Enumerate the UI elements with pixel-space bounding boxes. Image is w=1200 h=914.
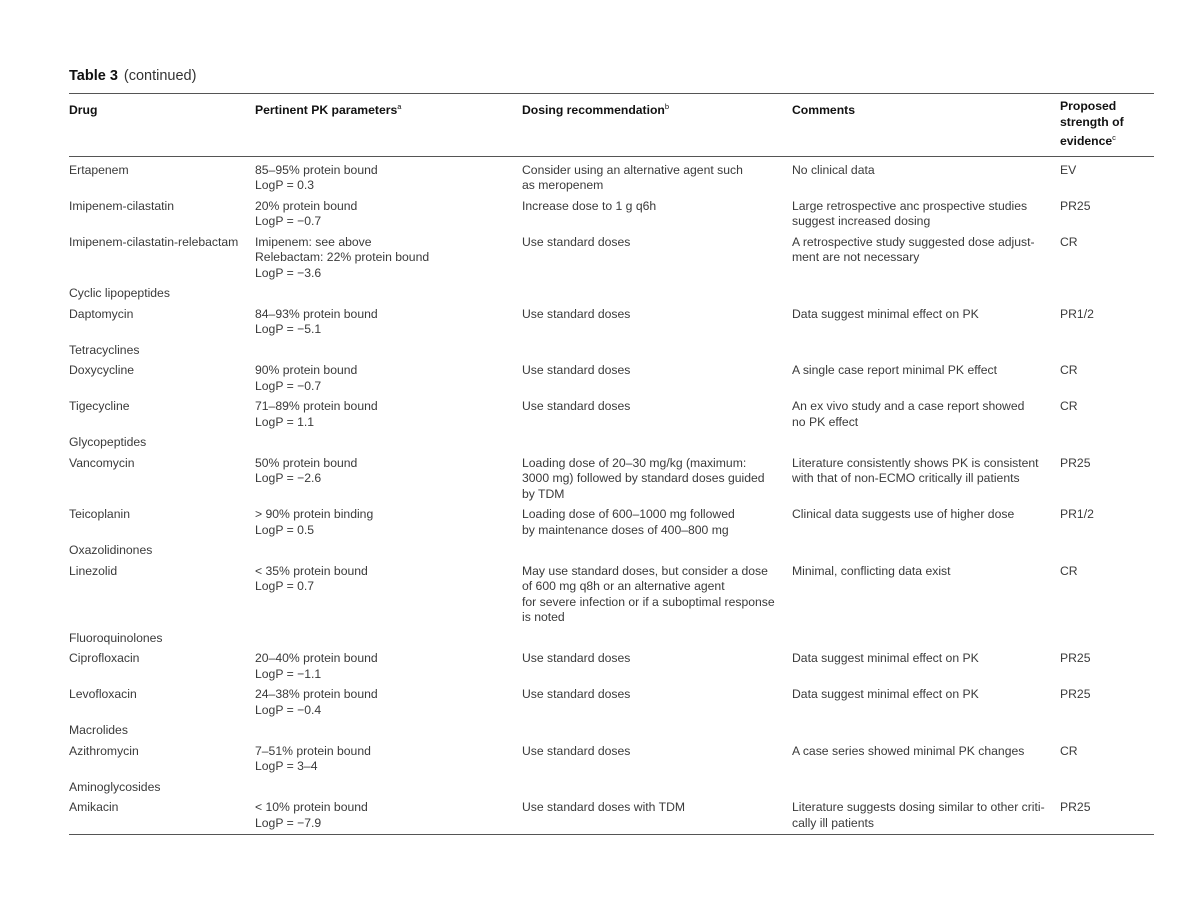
header-dosing-recommendation: Dosing recommendation$^b$ (522, 94, 792, 157)
table-continued-note: (continued) (123, 68, 197, 84)
drug-class-row (69, 543, 1154, 564)
dosing-recommendation-cell: Use standard doses (522, 743, 631, 758)
table-row (69, 156, 1154, 199)
drug-name-cell: Amikacin (69, 800, 255, 835)
pk-parameters-cell: 85–95% protein bound LogP = 0.3 (255, 162, 378, 193)
table-row (69, 651, 1154, 687)
drug-class-label: Glycopeptides (69, 435, 147, 450)
drug-name-cell: Teicoplanin (69, 507, 130, 522)
evidence-strength-cell: PR1/2 (1060, 507, 1094, 522)
dosing-recommendation-cell: Use standard doses (522, 234, 631, 249)
evidence-strength-cell: CR (1060, 743, 1078, 758)
pk-parameters-cell: 20–40% protein bound LogP = −1.1 (255, 651, 378, 681)
pk-parameters-cell: 84–93% protein bound LogP = −5.1 (255, 306, 378, 337)
pk-parameters-cell: 71–89% protein bound LogP = 1.1 (255, 399, 378, 429)
drug-name-cell: Levofloxacin (69, 687, 137, 702)
table-header (69, 94, 1154, 157)
drug-class-row (69, 723, 1154, 744)
drug-class-label: Fluoroquinolones (69, 630, 163, 645)
header-row (69, 94, 1154, 157)
comments-cell: A retrospective study suggested dose adjust- ment are not necessary (792, 234, 1035, 265)
comments-cell: Literature consistently shows PK is consistent with that of non-ECMO critically ill patients (792, 455, 1039, 486)
table-row (69, 235, 1154, 287)
comments-cell: A single case report minimal PK effect (792, 363, 998, 378)
evidence-strength-cell: PR25 (1060, 455, 1091, 470)
dosing-recommendation-cell: Use standard doses (522, 687, 631, 702)
pk-parameters-cell: 20% protein bound LogP = −0.7 (255, 198, 358, 229)
drug-class-row (69, 343, 1154, 364)
evidence-strength-cell: CR (1060, 563, 1078, 578)
table-row (69, 307, 1154, 343)
dosing-recommendation-cell: Use standard doses (522, 306, 631, 321)
table-row (69, 744, 1154, 780)
drug-name-cell: Imipenem-cilastatin-relebactam (69, 234, 239, 249)
drug-name-cell: Azithromycin (69, 743, 139, 758)
comments-cell: A case series showed minimal PK changes (792, 743, 1025, 758)
table-row (69, 199, 1154, 235)
dosing-recommendation-cell: Use standard doses (522, 363, 631, 378)
dosing-recommendation-cell: Use standard doses with TDM (522, 800, 792, 835)
header-evidence-strength: Proposed strength of evidence$^c$ (1060, 94, 1154, 157)
drug-name-cell: Vancomycin (69, 455, 135, 470)
drug-class-row (69, 780, 1154, 801)
evidence-strength-cell: CR (1060, 399, 1078, 414)
drug-class-row (69, 435, 1154, 456)
comments-cell: Data suggest minimal effect on PK (792, 651, 979, 666)
dosing-recommendation-cell: Consider using an alternative agent such as meropenem (522, 162, 743, 193)
comments-cell: Clinical data suggests use of higher dose (792, 507, 1015, 522)
evidence-strength-cell: PR25 (1060, 198, 1091, 213)
drug-class-label: Cyclic lipopeptides (69, 286, 170, 301)
drug-class-label: Aminoglycosides (69, 779, 161, 794)
evidence-strength-cell: PR25 (1060, 651, 1091, 666)
pk-parameters-cell: < 10% protein bound LogP = −7.9 (255, 800, 522, 835)
comments-cell: Minimal, conflicting data exist (792, 563, 951, 578)
comments-cell: Literature suggests dosing similar to other criti- cally ill patients (792, 800, 1060, 835)
table-row (69, 564, 1154, 631)
header-drug: Drug (69, 94, 255, 157)
table-row (69, 456, 1154, 508)
pk-parameters-cell: > 90% protein binding LogP = 0.5 (255, 507, 374, 537)
table-row (69, 363, 1154, 399)
dosing-recommendation-cell: Loading dose of 20–30 mg/kg (maximum: 3000 mg) followed by standard doses guided by TDM (522, 455, 765, 501)
drug-class-row (69, 286, 1154, 307)
pk-parameters-cell: 7–51% protein bound LogP = 3–4 (255, 743, 371, 774)
drug-class-row (69, 631, 1154, 652)
dosing-recommendation-cell: Increase dose to 1 g q6h (522, 198, 657, 213)
drug-class-label: Oxazolidinones (69, 543, 153, 558)
table-row (69, 687, 1154, 723)
evidence-strength-cell: EV (1060, 162, 1077, 177)
evidence-strength-cell: CR (1060, 234, 1078, 249)
comments-cell: Large retrospective anc prospective studies suggest increased dosing (792, 198, 1028, 229)
header-pk-parameters: Pertinent PK parameters$^a$ (255, 94, 522, 157)
table-row (69, 800, 1154, 835)
pk-parameters-cell: 50% protein bound LogP = −2.6 (255, 455, 358, 486)
evidence-strength-cell: PR1/2 (1060, 306, 1094, 321)
pk-parameters-cell: Imipenem: see above Relebactam: 22% protein bound LogP = −3.6 (255, 234, 430, 280)
header-comments: Comments (792, 94, 1060, 157)
drug-name-cell: Ciprofloxacin (69, 651, 140, 666)
table-row (69, 507, 1154, 543)
drug-name-cell: Ertapenem (69, 162, 129, 177)
comments-cell: Data suggest minimal effect on PK (792, 687, 979, 702)
dosing-recommendation-cell: Use standard doses (522, 651, 631, 666)
dosing-recommendation-cell: Use standard doses (522, 399, 631, 414)
drug-name-cell: Imipenem-cilastatin (69, 198, 174, 213)
comments-cell: Data suggest minimal effect on PK (792, 306, 979, 321)
drug-name-cell: Doxycycline (69, 363, 135, 378)
table-row (69, 399, 1154, 435)
comments-cell: No clinical data (792, 162, 875, 177)
drug-class-label: Macrolides (69, 723, 128, 738)
pk-parameters-cell: < 35% protein bound LogP = 0.7 (255, 563, 368, 594)
table-body (69, 156, 1154, 835)
pk-parameters-cell: 24–38% protein bound LogP = −0.4 (255, 687, 378, 717)
evidence-strength-cell: CR (1060, 363, 1078, 378)
evidence-strength-cell: PR25 (1060, 687, 1091, 702)
pk-parameters-cell: 90% protein bound LogP = −0.7 (255, 363, 358, 393)
drug-name-cell: Linezolid (69, 563, 118, 578)
dosing-recommendation-cell: May use standard doses, but consider a dose of 600 mg q8h or an alternative agent for severe infection or if a suboptimal response is noted (522, 563, 775, 625)
drug-class-label: Tetracyclines (69, 342, 140, 357)
dosing-table (69, 93, 1154, 835)
dosing-recommendation-cell: Loading dose of 600–1000 mg followed by maintenance doses of 400–800 mg (522, 507, 735, 537)
drug-name-cell: Daptomycin (69, 306, 134, 321)
table-label: Table 3 (69, 68, 118, 84)
comments-cell: An ex vivo study and a case report showed no PK effect (792, 399, 1025, 429)
table-caption (69, 68, 196, 84)
drug-name-cell: Tigecycline (69, 399, 130, 414)
evidence-strength-cell: PR25 (1060, 800, 1154, 835)
